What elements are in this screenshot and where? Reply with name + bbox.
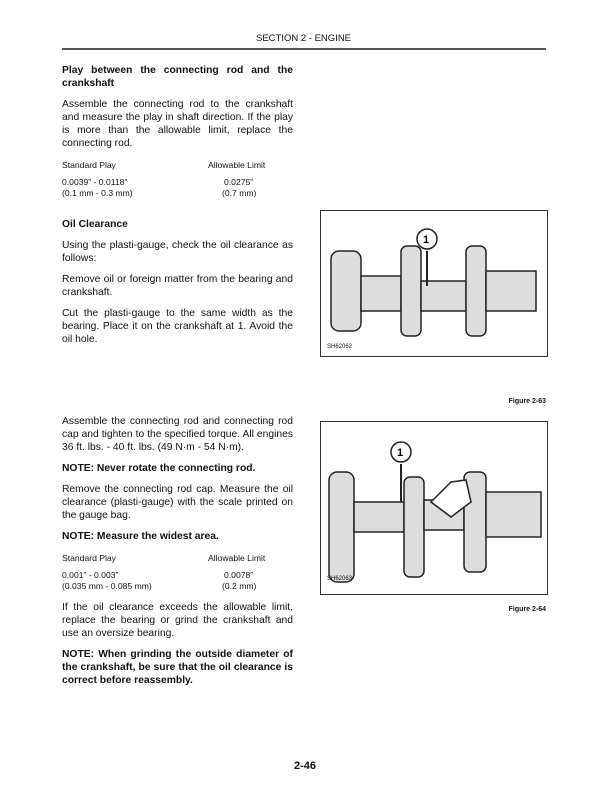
note-grinding: NOTE: When grinding the outside diameter of the crankshaft, be sure that the oil clearance is correct before reassembly. — [62, 649, 293, 686]
oil-p2: Remove oil or foreign matter from the bearing and crankshaft. — [62, 274, 293, 298]
play-table-row — [62, 177, 293, 188]
clearance-table-header — [62, 553, 293, 564]
limit-value-in: 0.0078” — [224, 570, 254, 580]
oil-p1: Using the plasti-gauge, check the oil clearance as follows: — [62, 240, 293, 264]
heading-oil-clearance: Oil Clearance — [62, 219, 128, 230]
figure-2-63-image — [320, 210, 548, 357]
header-rule — [62, 48, 546, 50]
callout-1: 1 — [423, 234, 430, 246]
exceeds-text: If the oil clearance exceeds the allowable limit, replace the bearing or grind the crankshaft and use an oversize bearing. — [62, 602, 293, 639]
figure-2-64-image — [320, 421, 548, 595]
limit-value-mm: (0.2 mm) — [222, 581, 257, 591]
limit-label: Allowable Limit — [208, 160, 266, 170]
remove-cap-text: Remove the connecting rod cap. Measure the oil clearance (plasti-gauge) with the scale printed on the gauge bag. — [62, 484, 293, 521]
clearance-row-mm — [62, 581, 293, 592]
callout-1: 1 — [397, 447, 404, 459]
std-label: Standard Play — [62, 553, 116, 563]
plasti-gauge-illustration — [321, 422, 547, 594]
std-value-mm: (0.035 mm - 0.085 mm) — [62, 581, 152, 591]
std-value-in: 0.001” - 0.003” — [62, 570, 119, 580]
note-widest: NOTE: Measure the widest area. — [62, 531, 219, 542]
play-body: Assemble the connecting rod to the crankshaft and measure the play in shaft direction. If the play is more than the allowable limit, replace the connecting rod. — [62, 99, 293, 149]
oil-p3: Cut the plasti-gauge to the same width as the bearing. Place it on the crankshaft at 1. Avoid the oil hole. — [62, 308, 293, 345]
play-table-row-mm — [62, 188, 293, 199]
heading-play: Play between the connecting rod and the crankshaft — [62, 65, 293, 89]
std-value-in: 0.0039” - 0.0118” — [62, 177, 128, 187]
figure-id: SH62062 — [327, 344, 353, 350]
limit-value-in: 0.0275” — [224, 177, 254, 187]
figure-id: SH62063 — [327, 576, 353, 582]
page-number: 2-46 — [294, 760, 317, 772]
limit-label: Allowable Limit — [208, 553, 266, 563]
figure-caption-2-63: Figure 2-63 — [508, 398, 546, 405]
std-value-mm: (0.1 mm - 0.3 mm) — [62, 188, 133, 198]
left-column-top — [62, 64, 293, 346]
clearance-row — [62, 570, 293, 581]
std-label: Standard Play — [62, 160, 116, 170]
assemble-text: Assemble the connecting rod and connecting rod cap and tighten to the specified torque. All engines 36 ft. lbs. - 40 ft. lbs. (49 N·m - 54 N·m). — [62, 416, 293, 453]
note-never-rotate: NOTE: Never rotate the connecting rod. — [62, 463, 256, 474]
play-table-header — [62, 160, 293, 171]
crankshaft-illustration — [321, 211, 547, 356]
section-header: SECTION 2 - ENGINE — [256, 33, 352, 44]
limit-value-mm: (0.7 mm) — [222, 188, 257, 198]
figure-caption-2-64: Figure 2-64 — [508, 606, 546, 613]
left-column-bottom — [62, 415, 293, 687]
